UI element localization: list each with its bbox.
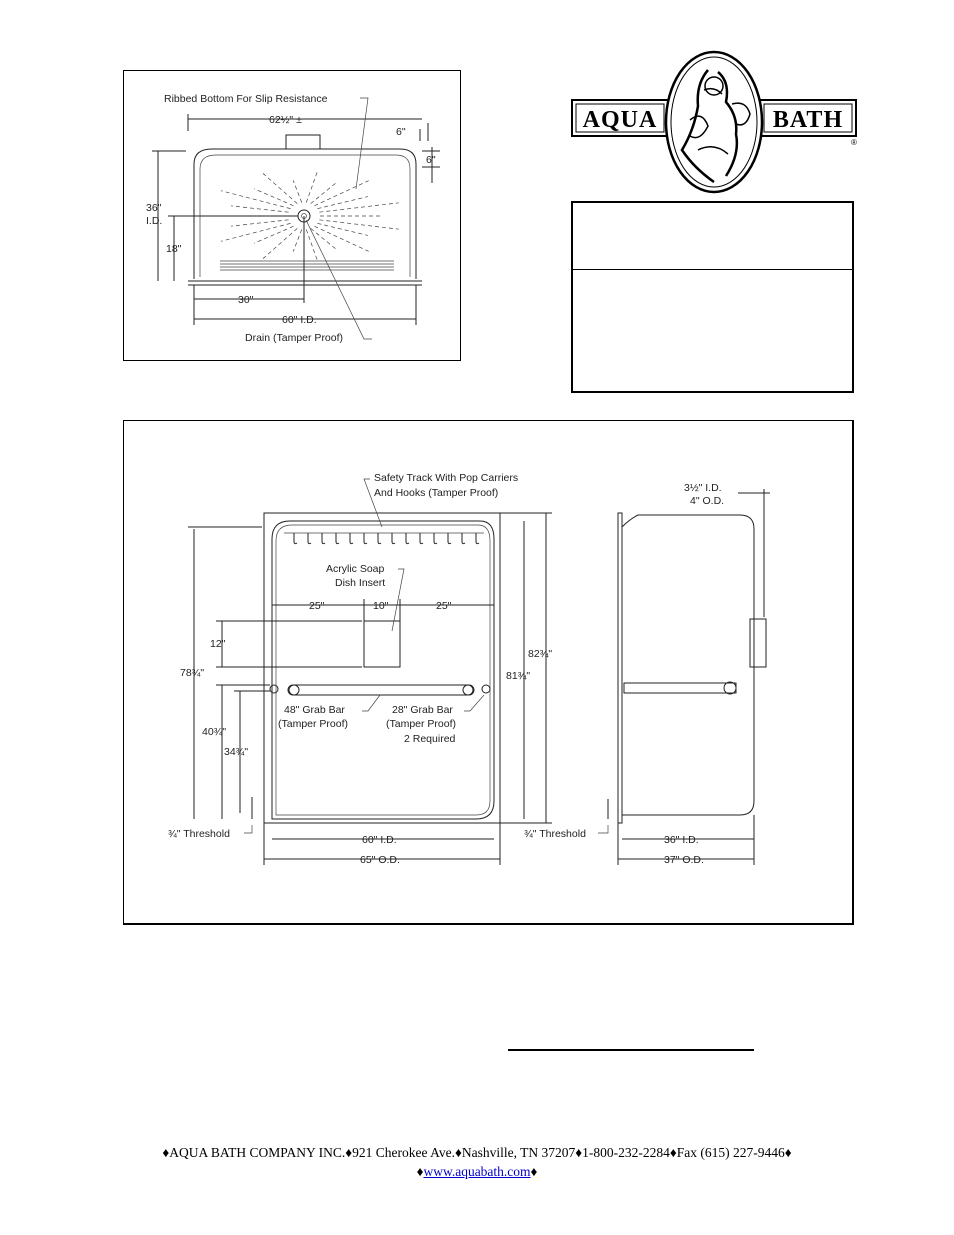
side-top-label-1: 3½" I.D. bbox=[684, 482, 722, 494]
rib-stripe bbox=[319, 220, 398, 229]
hook bbox=[294, 533, 297, 544]
dim-drain-center: 30" bbox=[238, 294, 254, 306]
rib-stripe bbox=[319, 203, 398, 212]
grab-bar-48 bbox=[288, 685, 474, 695]
hook bbox=[392, 533, 395, 544]
soap-dish-insert bbox=[364, 621, 400, 667]
rib-stripe bbox=[306, 170, 318, 203]
safety-track-hooks bbox=[294, 533, 479, 544]
side-profile bbox=[622, 515, 754, 815]
grab28-label-1: 28" Grab Bar bbox=[392, 704, 453, 716]
threshold-left-label: ¾" Threshold bbox=[168, 828, 230, 840]
footer-website bbox=[0, 1162, 954, 1181]
logo-text-right: BATH bbox=[772, 107, 844, 133]
dim-overall-width: 62½" ± bbox=[269, 114, 302, 126]
front-outer-frame bbox=[264, 513, 500, 823]
rib-stripe bbox=[314, 226, 368, 251]
ribbed-label: Ribbed Bottom For Slip Resistance bbox=[164, 93, 328, 105]
rib-stripe bbox=[306, 229, 318, 262]
safety-track-label-2: And Hooks (Tamper Proof) bbox=[374, 487, 499, 499]
dim-width-od: 65" O.D. bbox=[360, 854, 400, 866]
rib-stripe bbox=[231, 220, 289, 226]
hook bbox=[322, 533, 325, 544]
threshold-right-label: ¾" Threshold bbox=[524, 828, 586, 840]
dim-12: 12" bbox=[210, 638, 226, 650]
side-dim-id: 36" I.D. bbox=[664, 834, 699, 846]
dim-depth-id-suffix: I.D. bbox=[146, 215, 163, 227]
dim-81-3-4: 81¾" bbox=[506, 670, 531, 682]
rib-stripe bbox=[293, 229, 302, 251]
soap-dish-label-2: Dish Insert bbox=[335, 577, 386, 589]
dim-depth-id: 36" bbox=[146, 202, 162, 214]
grab48-label-1: 48" Grab Bar bbox=[284, 704, 345, 716]
rib-stripe bbox=[293, 180, 302, 202]
website-link[interactable]: www.aquabath.com bbox=[423, 1164, 531, 1179]
signature-line bbox=[508, 1049, 754, 1051]
dim-drain-offset: 18" bbox=[166, 243, 182, 255]
footer-address: ♦AQUA BATH COMPANY INC.♦921 Cherokee Ave.♦Nashville, TN 37207♦1-800-232-2284♦Fax (615) 227-9446♦ bbox=[162, 1145, 792, 1160]
info-panel bbox=[571, 201, 854, 393]
faucet-block bbox=[286, 135, 320, 149]
side-soap-dish bbox=[750, 619, 766, 667]
rib-stripe bbox=[314, 181, 368, 206]
dim-corner-a: 6" bbox=[396, 126, 406, 138]
aqua-bath-logo bbox=[568, 50, 860, 196]
safety-track-label-1: Safety Track With Pop Carriers bbox=[374, 472, 519, 484]
registered-mark: ® bbox=[851, 138, 857, 147]
dim-width-id: 60" I.D. bbox=[282, 314, 317, 326]
hook bbox=[308, 533, 311, 544]
dim-25-right: 25" bbox=[436, 600, 452, 612]
mermaid-emblem-icon bbox=[666, 52, 762, 192]
hook bbox=[462, 533, 465, 544]
elevation-panel bbox=[123, 420, 854, 925]
logo-text-left: AQUA bbox=[582, 107, 658, 133]
grab48-label-2: (Tamper Proof) bbox=[278, 718, 349, 730]
footer bbox=[0, 1143, 954, 1181]
side-top-label-2: 4" O.D. bbox=[690, 495, 725, 507]
elevation-drawing bbox=[124, 421, 852, 923]
rib-stripe bbox=[311, 228, 336, 248]
hook bbox=[448, 533, 451, 544]
hook bbox=[378, 533, 381, 544]
side-back-wall bbox=[618, 513, 622, 823]
plan-view-drawing bbox=[124, 71, 460, 360]
rib-stripe bbox=[254, 189, 293, 206]
dim-corner-b: 6" bbox=[426, 154, 436, 166]
drain-label: Drain (Tamper Proof) bbox=[245, 332, 344, 344]
info-divider bbox=[573, 269, 852, 270]
rib-stripe bbox=[254, 226, 293, 243]
dim-10: 10" bbox=[373, 600, 389, 612]
soap-dish-label-1: Acrylic Soap bbox=[326, 563, 385, 575]
side-grab-bar bbox=[624, 683, 736, 693]
rib-stripe bbox=[311, 183, 336, 203]
dim-25-left: 25" bbox=[309, 600, 325, 612]
rib-stripe bbox=[263, 173, 297, 203]
dim-40-3-4: 40¾" bbox=[202, 726, 227, 738]
side-dim-od: 37" O.D. bbox=[664, 854, 704, 866]
rib-stripe bbox=[263, 228, 297, 258]
rib-stripe bbox=[231, 206, 289, 212]
dim-78-3-4: 78¾" bbox=[180, 667, 205, 679]
rib-stripe bbox=[317, 223, 367, 235]
hook bbox=[350, 533, 353, 544]
dim-34-3-4: 34¾" bbox=[224, 746, 249, 758]
hook bbox=[420, 533, 423, 544]
plan-view-panel bbox=[123, 70, 461, 361]
hook bbox=[336, 533, 339, 544]
grab28-label-2: (Tamper Proof) bbox=[386, 718, 457, 730]
dim-82-3-4: 82¾" bbox=[528, 648, 553, 660]
dim-width-id: 60" I.D. bbox=[362, 834, 397, 846]
hook bbox=[476, 533, 479, 544]
rib-stripe bbox=[317, 197, 367, 209]
grab28-label-3: 2 Required bbox=[404, 733, 456, 745]
diamond-icon: ♦ bbox=[530, 1164, 538, 1179]
hook bbox=[406, 533, 409, 544]
diamond-icon: ♦ bbox=[416, 1164, 424, 1179]
hook bbox=[434, 533, 437, 544]
hook bbox=[364, 533, 367, 544]
